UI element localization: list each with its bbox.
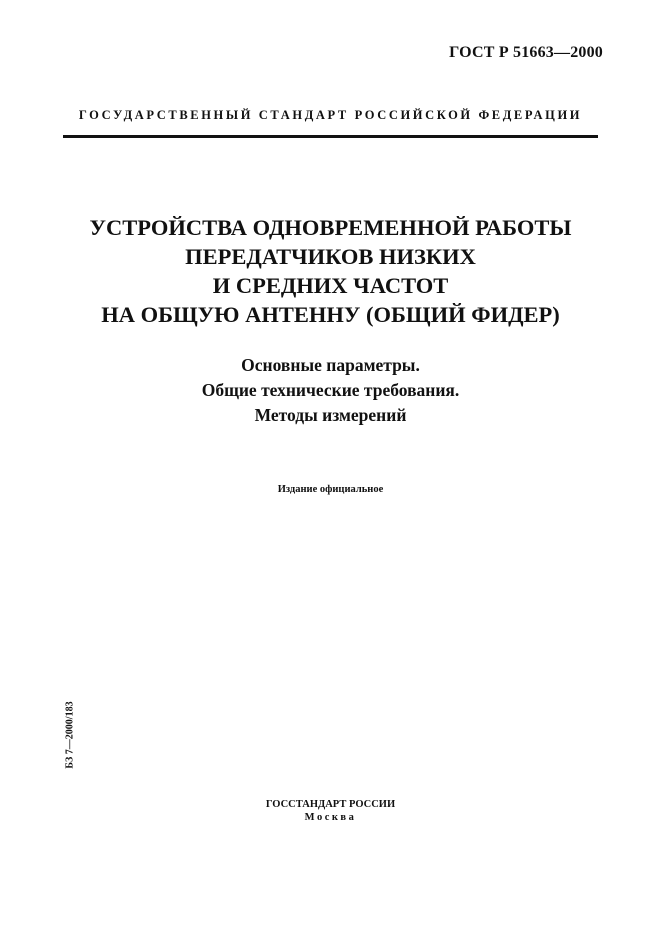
subtitle-line: Основные параметры. [241, 355, 420, 375]
publisher-block [0, 798, 661, 824]
edition-note: Издание официальное [277, 484, 384, 495]
publisher-name: ГОССТАНДАРТ РОССИИ [265, 799, 396, 810]
subtitle-line: Общие технические требования. [201, 380, 460, 400]
publisher-city: Москва [304, 812, 357, 823]
title-line: И СРЕДНИХ ЧАСТОТ [212, 273, 449, 298]
document-title [0, 213, 661, 329]
title-line: ПЕРЕДАТЧИКОВ НИЗКИХ [185, 244, 476, 269]
subtitle-line: Методы измерений [254, 405, 407, 425]
side-registration-code: БЗ 7—2000/183 [64, 701, 76, 769]
title-line: УСТРОЙСТВА ОДНОВРЕМЕННОЙ РАБОТЫ [89, 215, 572, 240]
header-divider [63, 135, 598, 138]
document-code: ГОСТ Р 51663—2000 [449, 44, 603, 61]
issuer-heading: ГОСУДАРСТВЕННЫЙ СТАНДАРТ РОССИЙСКОЙ ФЕДЕРАЦИИ [78, 108, 583, 122]
title-line: НА ОБЩУЮ АНТЕННУ (ОБЩИЙ ФИДЕР) [101, 302, 560, 327]
document-subtitle [0, 353, 661, 428]
